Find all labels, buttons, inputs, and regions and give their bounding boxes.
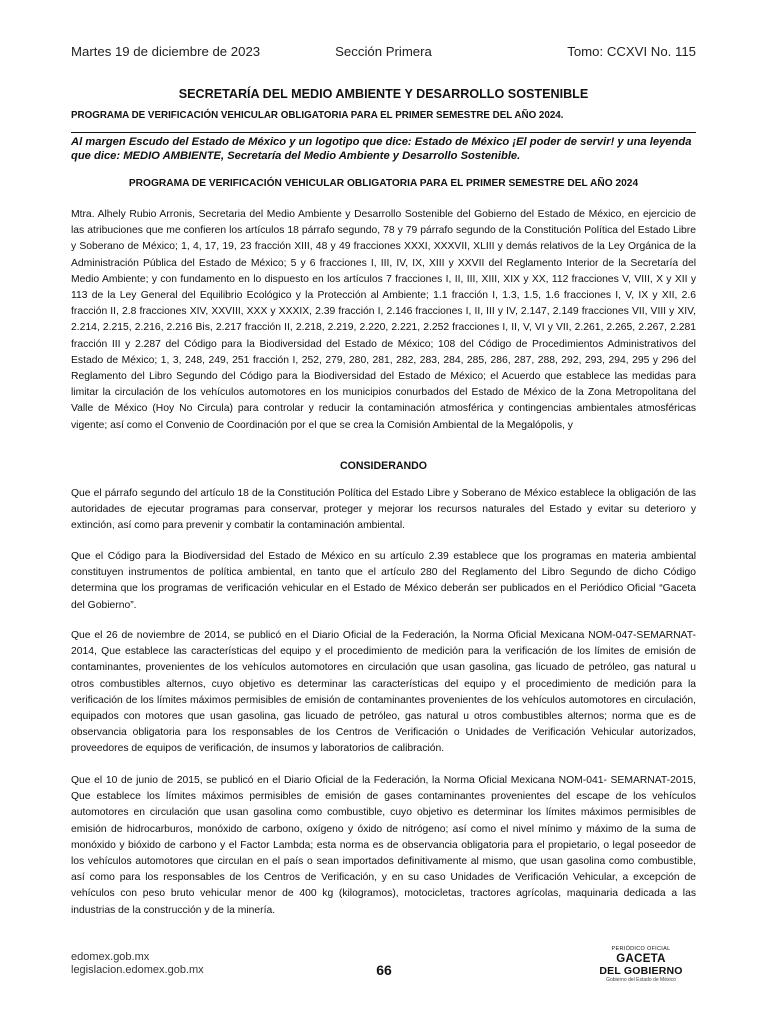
logo-line-estado: Gobierno del Estado de México	[606, 977, 676, 983]
considerando-heading: CONSIDERANDO	[339, 460, 428, 472]
page-header	[71, 43, 696, 61]
divider-rule	[71, 132, 696, 133]
header-section: Sección Primera	[335, 44, 432, 59]
program-subtitle: PROGRAMA DE VERIFICACIÓN VEHICULAR OBLIGATORIA PARA EL PRIMER SEMESTRE DEL AÑO 2024.	[71, 110, 564, 121]
logo-line-periodico: PERIÓDICO OFICIAL	[611, 946, 671, 952]
considerando-paragraph: Que el párrafo segundo del artículo 18 de la Constitución Política del Estado Libre y Soberano de México establece la obligación de las autoridades de ejecutar programas para conservar, proteger y mejorar los recursos naturales del Estado y evitar su deterioro y extinción, así como para prevenir y combatir la contaminación ambiental.	[71, 488, 696, 532]
footer-link-legislacion[interactable]: legislacion.edomex.gob.mx	[71, 964, 204, 976]
footer-link-edomex[interactable]: edomex.gob.mx	[71, 951, 150, 963]
logo-line-gaceta: GACETA	[616, 953, 666, 965]
agency-title: SECRETARÍA DEL MEDIO AMBIENTE Y DESARROLLO SOSTENIBLE	[178, 87, 589, 101]
header-date: Martes 19 de diciembre de 2023	[71, 44, 261, 59]
program-title: PROGRAMA DE VERIFICACIÓN VEHICULAR OBLIGATORIA PARA EL PRIMER SEMESTRE DEL AÑO 2024	[128, 178, 639, 189]
logo-line-gobierno: DEL GOBIERNO	[599, 965, 683, 977]
gaceta-logo	[592, 946, 690, 984]
intro-paragraph: Mtra. Alhely Rubio Arronis, Secretaria del Medio Ambiente y Desarrollo Sostenible del Gobierno del Estado de México, en ejercicio de las atribuciones que me confieren los artículos 18 párrafo segundo, 78 y 79 párrafo segundo de la Constitución Política del Estado Libre y Soberano de México; 1, 4, 17, 19, 23 fracción XIII, 48 y 49 fracciones XXXI, XXXVII, XLIII y demás relativos de la Ley Orgánica de la Administración Pública del Estado de México; 5 y 6 fracciones I, III, IV, IX, XIII y XXVII del Reglamento Interior de la Secretaría del Medio Ambiente; y con fundamento en lo dispuesto en los artículos 7 fracciones I, II, III, XIII, XIX y XX, 112 fracciones V, VIII, X y XII y 113 de la Ley General del Equilibrio Ecológico y la Protección al Ambiente; 1.1 fracción I, 1.3, 1.5, 1.6 fracciones I, V, IX y XII, 2.6 fracción II, 2.8 fracciones XIV, XXVIII, XXX y XXXIX, 2.39 fracción I, 2.146 fracciones I, II, III y IV, 2.147, 2.149 fracciones VII, VIII y XIV, 2.214, 2.215, 2.216, 2.216 Bis, 2.217 fracción II, 2.218, 2.219, 2.220, 2.221, 2.252 fracciones I, II, V, VI y VII, 2.261, 2.265, 2.267, 2.281 fracción III y 2.287 del Código para la Biodiversidad del Estado de México; 108 del Código de Procedimientos Administrativos del Estado de México; 1, 3, 248, 249, 251 fracción I, 252, 279, 280, 281, 282, 283, 284, 285, 286, 287, 288, 292, 293, 294, 295 y 296 del Reglamento del Libro Segundo del Código para la Biodiversidad del Estado de México; el Acuerdo que establece las medidas para limitar la circulación de los vehículos automotores en los municipios conurbados del Estado de México de la Zona Metropolitana del Valle de México (Hoy No Circula) para controlar y reducir la contaminación atmosférica y contingencias ambientales atmosféricas vigente; así como el Convenio de Coordinación por el que se crea la Comisión Ambiental de la Megalópolis, y	[71, 209, 696, 431]
considerando-paragraph: Que el 10 de junio de 2015, se publicó en el Diario Oficial de la Federación, la Norma Oficial Mexicana NOM-041- SEMARNAT-2015, Que establece los límites máximos permisibles de emisión de gases contaminantes provenientes del escape de los vehículos automotores en circulación que usan gasolina como combustible, cuyo objetivo es determinar los límites máximos permisibles de emisión de hidrocarburos, monóxido de carbono, oxígeno y óxido de nitrógeno; así como el nivel mínimo y máximo de la suma de monóxido y bióxido de carbono y el Factor Lambda; esta norma es de observancia obligatoria para el propietario, o legal poseedor de los vehículos automotores que circulan en el país o sean importados definitivamente al mismo, que usan gasolina como combustible, así como para los responsables de los Centros de Verificación, y en su caso Unidades de Verificación Vehicular, a excepción de vehículos con peso bruto vehicular menor de 400 kg (kilogramos), motocicletas, tractores agrícolas, maquinaria dedicada a las industrias de la construcción y de la minería.	[71, 775, 696, 916]
margin-note: Al margen Escudo del Estado de México y un logotipo que dice: Estado de México ¡El poder de servir! y una leyenda que dice: MEDIO AMBIENTE, Secretaría del Medio Ambiente y Desarrollo Sostenible.	[71, 136, 692, 162]
considerando-paragraph: Que el 26 de noviembre de 2014, se publicó en el Diario Oficial de la Federación, la Norma Oficial Mexicana NOM-047-SEMARNAT-2014, Que establece las características del equipo y el procedimiento de medición para la verificación de los límites de emisión de contaminantes, provenientes de los vehículos automotores en circulación que usan gasolina, gas licuado de petróleo, gas natural u otros combustibles alternos, cuyo objetivo es determinar las características del equipo y el procedimiento de medición para la verificación de los límites máximos permisibles de emisión de contaminantes provenientes de los vehículos automotores en circulación, equipados con motores que usan gasolina, gas licuado de petróleo, gas natural u otros combustibles alternos; norma que es de observancia obligatoria para los responsables de los Centros de Verificación o Unidades de Verificación Vehicular autorizados, proveedores de equipos de verificación, de insumos y laboratorios de calibración.	[71, 630, 696, 755]
considerando-paragraph: Que el Código para la Biodiversidad del Estado de México en su artículo 2.39 establece que los programas en materia ambiental constituyen instrumentos de política ambiental, en tanto que el artículo 280 del Reglamento del Libro Segundo de dicho Código determina que los programas de verificación vehicular en el Estado de México deberán ser publicados en el Periódico Oficial “Gaceta del Gobierno”.	[71, 551, 696, 611]
header-volume: Tomo: CCXVI No. 115	[567, 44, 696, 59]
page-number: 66	[376, 962, 392, 978]
